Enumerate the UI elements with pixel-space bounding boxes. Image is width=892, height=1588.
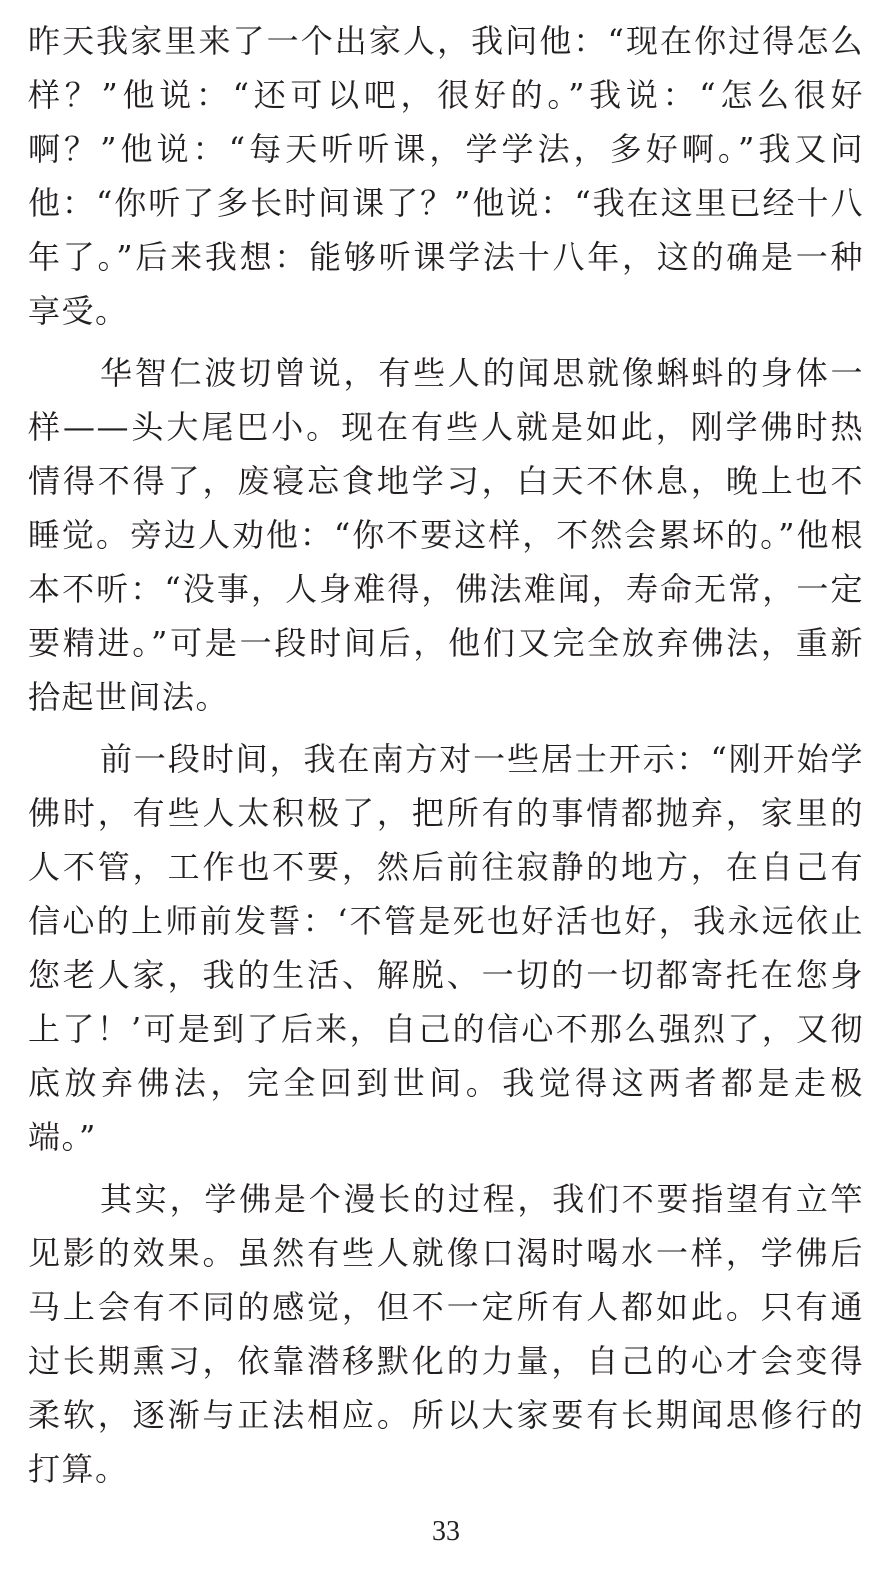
page-number: 33	[432, 1516, 460, 1547]
page-body	[28, 14, 864, 1496]
paragraph-1: 昨天我家里来了一个出家人，我问他：“现在你过得怎么样？”他说：“还可以吧，很好的。”我说：“怎么很好啊？”他说：“每天听听课，学学法，多好啊。”我又问他：“你听了多长时间课了？”他说：“我在这里已经十八年了。”后来我想：能够听课学法十八年，这的确是一种享受。	[28, 22, 864, 330]
paragraph-4: 其实，学佛是个漫长的过程，我们不要指望有立竿见影的效果。虽然有些人就像口渴时喝水一样，学佛后马上会有不同的感觉，但不一定所有人都如此。只有通过长期熏习，依靠潜移默化的力量，自己的心才会变得柔软，逐渐与正法相应。所以大家要有长期闻思修行的打算。	[28, 1180, 864, 1488]
paragraph-2: 华智仁波切曾说，有些人的闻思就像蝌蚪的身体一样——头大尾巴小。现在有些人就是如此，刚学佛时热情得不得了，废寝忘食地学习，白天不休息，晚上也不睡觉。旁边人劝他：“你不要这样，不然会累坏的。”他根本不听：“没事，人身难得，佛法难闻，寿命无常，一定要精进。”可是一段时间后，他们又完全放弃佛法，重新拾起世间法。	[28, 354, 864, 716]
paragraph-3: 前一段时间，我在南方对一些居士开示：“刚开始学佛时，有些人太积极了，把所有的事情都抛弃，家里的人不管，工作也不要，然后前往寂静的地方，在自己有信心的上师前发誓：‘不管是死也好活也好，我永远依止您老人家，我的生活、解脱、一切的一切都寄托在您身上了！’可是到了后来，自己的信心不那么强烈了，又彻底放弃佛法，完全回到世间。我觉得这两者都是走极端。”	[28, 740, 864, 1156]
